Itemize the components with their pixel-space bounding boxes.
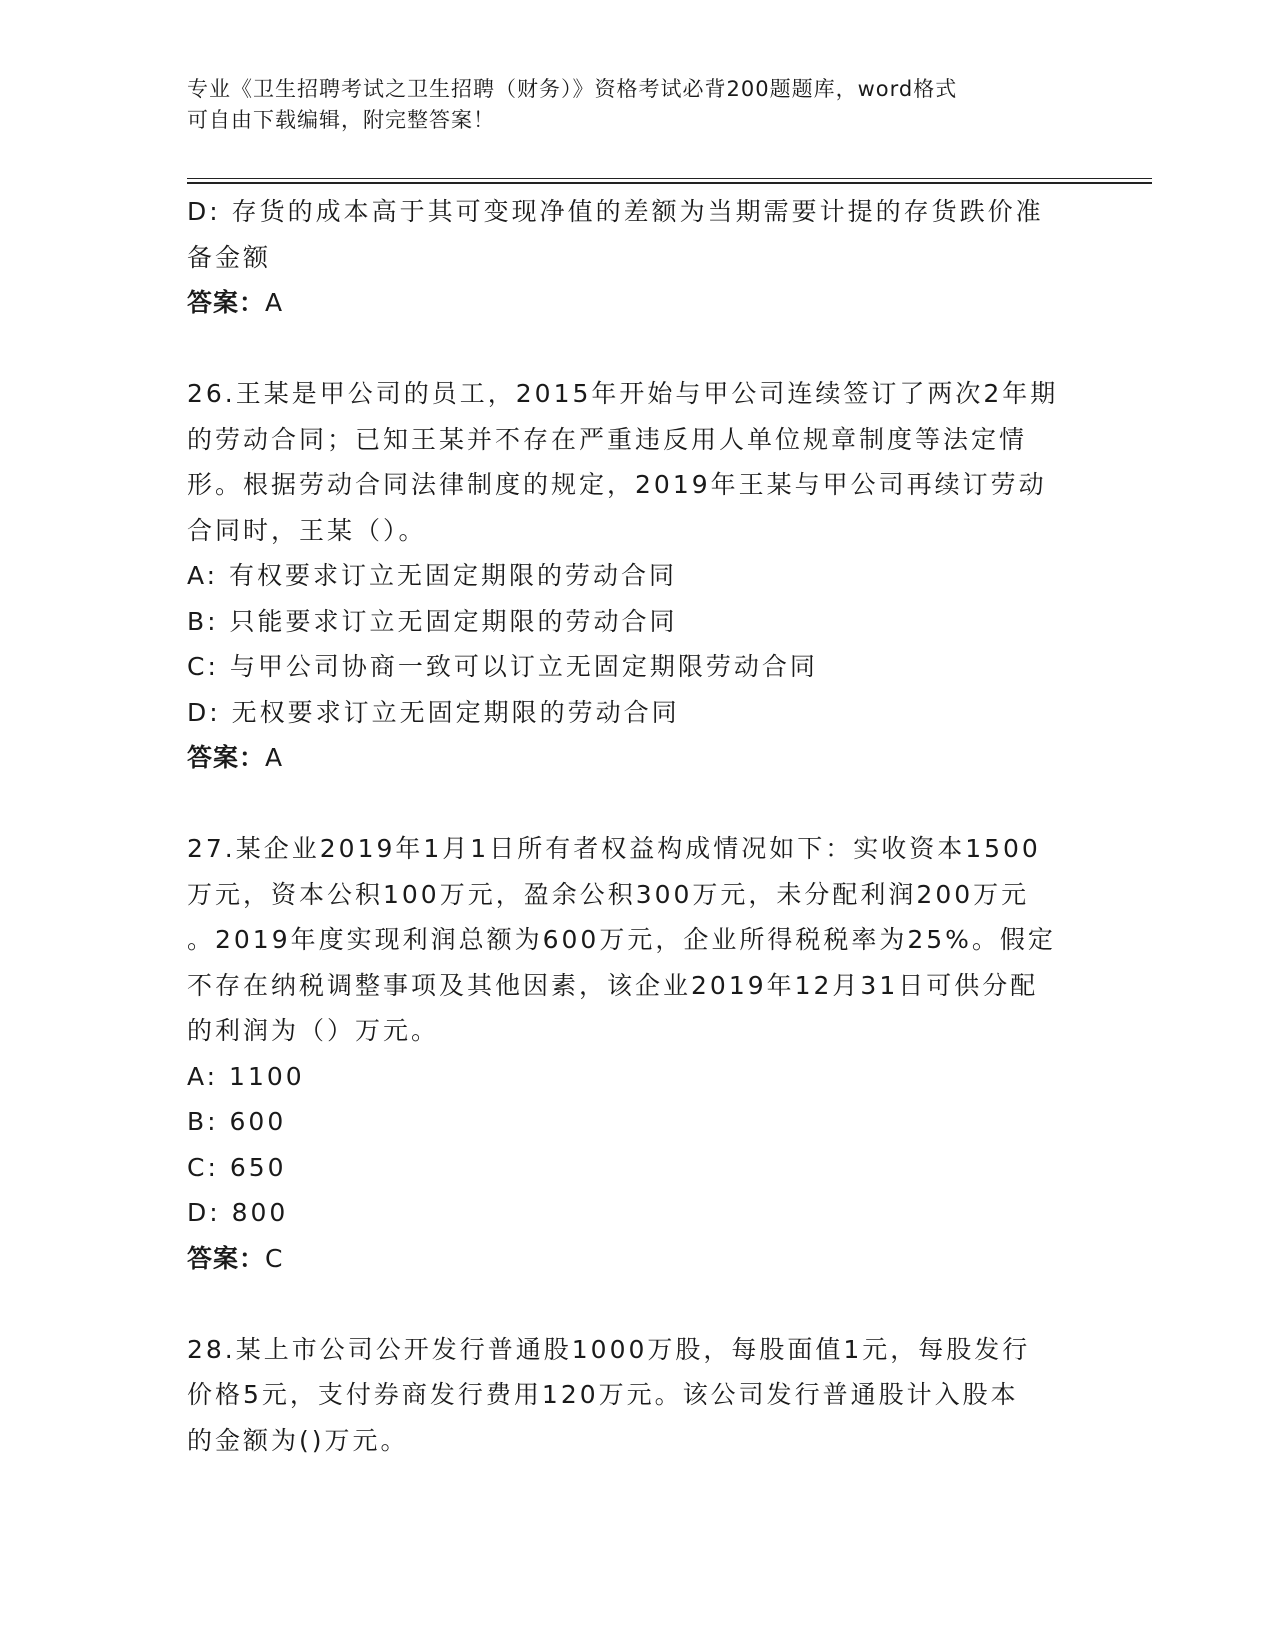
- answer-label: 答案：: [187, 288, 266, 317]
- question-26: [187, 371, 1087, 781]
- document-header: [187, 74, 1087, 136]
- question-stem-line: 价格5元，支付券商发行费用120万元。该公司发行普通股计入股本: [187, 1380, 1019, 1409]
- question-27: [187, 826, 1087, 1281]
- answer-line: [187, 280, 1087, 326]
- answer-line: [187, 1236, 1087, 1282]
- question-content: [187, 189, 1087, 1463]
- option-a: A: 有权要求订立无固定期限的劳动合同: [187, 561, 678, 590]
- question-stem-line: 的利润为（）万元。: [187, 1016, 440, 1045]
- answer-label: 答案：: [187, 743, 266, 772]
- option-b: B: 600: [187, 1107, 287, 1136]
- option-c: C: 与甲公司协商一致可以订立无固定期限劳动合同: [187, 652, 818, 681]
- question-stem-line: 不存在纳税调整事项及其他因素，该企业2019年12月31日可供分配: [187, 970, 1039, 1000]
- question-gap: [187, 781, 1087, 827]
- answer-value: A: [265, 288, 284, 317]
- question-stem-line: 。2019年度实现利润总额为600万元，企业所得税税率为25%。假定: [187, 925, 1056, 954]
- answer-label: 答案：: [187, 1243, 266, 1273]
- header-title-line-1: 专业《卫生招聘考试之卫生招聘（财务）》资格考试必背200题题库，word格式: [187, 77, 958, 101]
- header-divider-thin: [187, 178, 1152, 179]
- question-stem-line: 26.王某是甲公司的员工，2015年开始与甲公司连续签订了两次2年期: [187, 379, 1059, 408]
- question-stem-line: 的劳动合同；已知王某并不存在严重违反用人单位规章制度等法定情: [187, 424, 1028, 454]
- question-28: [187, 1327, 1087, 1464]
- question-gap: [187, 1281, 1087, 1327]
- question-gap: [187, 326, 1087, 372]
- option-a: A: 1100: [187, 1061, 305, 1091]
- answer-value: A: [265, 743, 284, 772]
- option-c: C: 650: [187, 1152, 287, 1182]
- header-divider-thick: [187, 182, 1152, 184]
- option-b: B: 只能要求订立无固定期限的劳动合同: [187, 606, 678, 636]
- question-stem-line: 28.某上市公司公开发行普通股1000万股，每股面值1元，每股发行: [187, 1334, 1031, 1364]
- question-stem-line: 形。根据劳动合同法律制度的规定，2019年王某与甲公司再续订劳动: [187, 470, 1047, 499]
- option-d: D: 存货的成本高于其可变现净值的差额为当期需要计提的存货跌价准: [187, 197, 1044, 226]
- question-stem-line: 27.某企业2019年1月1日所有者权益构成情况如下：实收资本1500: [187, 834, 1041, 863]
- question-stem-line: 合同时，王某（）。: [187, 515, 427, 545]
- answer-line: [187, 735, 1087, 781]
- option-d-continued: 备金额: [187, 242, 272, 272]
- question-stem-line: 的金额为()万元。: [187, 1425, 409, 1455]
- header-title-line-2: 可自由下载编辑，附完整答案！: [187, 108, 495, 132]
- answer-value: C: [265, 1243, 284, 1273]
- option-d: D: 800: [187, 1198, 289, 1227]
- question-25-tail: [187, 189, 1087, 326]
- question-stem-line: 万元，资本公积100万元，盈余公积300万元，未分配利润200万元: [187, 879, 1030, 909]
- option-d: D: 无权要求订立无固定期限的劳动合同: [187, 697, 680, 727]
